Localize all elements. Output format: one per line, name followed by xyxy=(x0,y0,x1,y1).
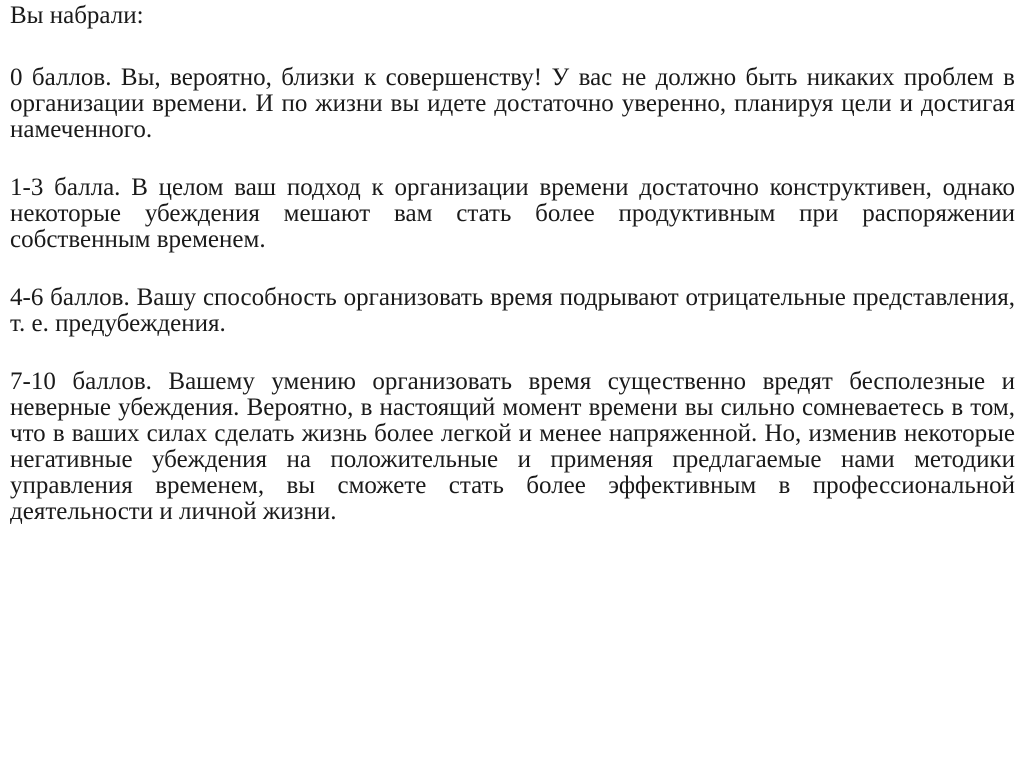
results-heading: Вы набрали: xyxy=(10,2,144,29)
result-4-6-points: 4-6 баллов. Вашу способность организовать время подрывают отрицательные представления, т. е. предубеждения. xyxy=(10,284,1015,337)
result-1-3-points: 1-3 балла. В целом ваш подход к организации времени достаточно конструктивен, однако некоторые убеждения мешают вам стать более продуктивным при распоряжении собственным временем. xyxy=(10,174,1015,253)
result-7-10-points: 7-10 баллов. Вашему умению организовать время существенно вредят бесполезные и неверные убеждения. Вероятно, в настоящий момент времени вы сильно сомневаетесь в том, что в ваших силах сделать жизнь более легкой и менее напряженной. Но, изменив некоторые негативные убеждения на положительные и применяя предлагаемые нами методики управления временем, вы сможете стать более эффективным в профессиональной деятельности и личной жизни. xyxy=(10,368,1015,525)
result-0-points: 0 баллов. Вы, вероятно, близки к совершенству! У вас не должно быть никаких проблем в организации времени. И по жизни вы идете достаточно уверенно, планируя цели и достигая намеченного. xyxy=(10,64,1015,143)
slide-content xyxy=(10,3,1015,557)
